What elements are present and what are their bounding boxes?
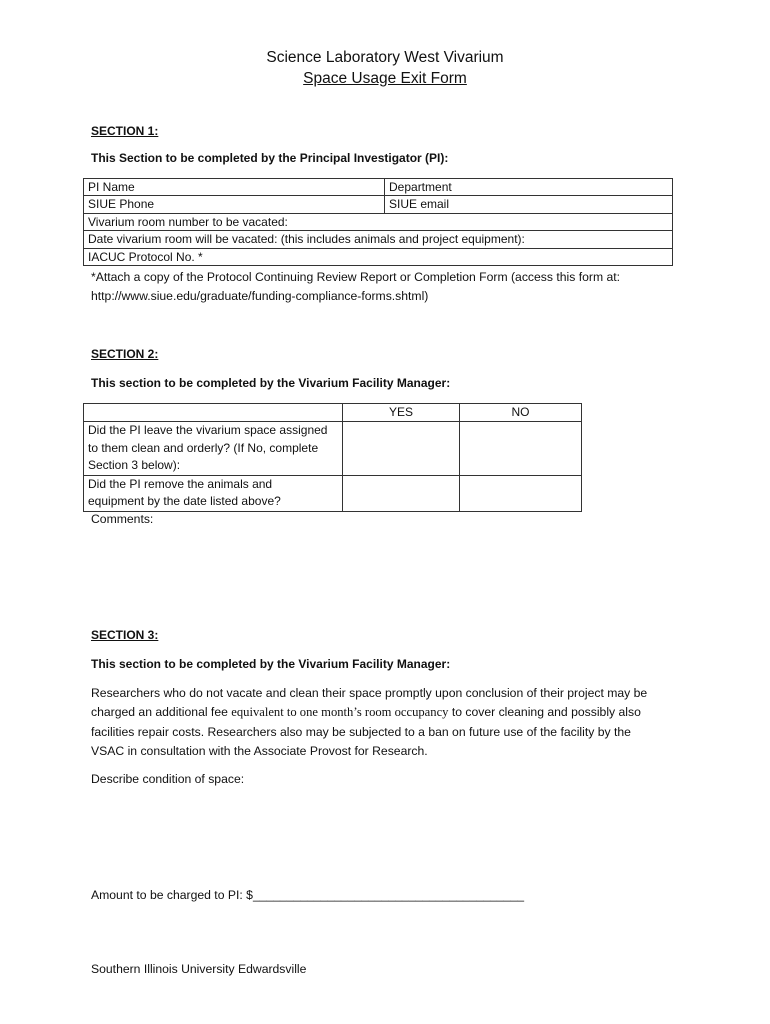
q1-line: Did the PI leave the vivarium space assigned [88, 423, 328, 437]
paragraph-text: to cover cleaning and possibly also [448, 705, 641, 720]
amount-row [91, 886, 524, 905]
footer-institution: Southern Illinois University Edwardsville [91, 962, 307, 976]
q1-yes-cell[interactable] [343, 422, 460, 476]
q1-no-cell[interactable] [460, 422, 582, 476]
form-subtitle: Space Usage Exit Form [303, 70, 467, 87]
paragraph-serif-text: equivalent to one month’s room occupancy [231, 705, 449, 720]
q1-line: Section 3 below): [88, 458, 181, 472]
protocol-note-line1: *Attach a copy of the Protocol Continuing Review Report or Completion Form (access this form at: [91, 270, 621, 284]
form-subtitle-wrap [0, 70, 770, 88]
amount-blank-field[interactable]: ________________________________________ [252, 888, 525, 902]
room-number-field[interactable]: Vivarium room number to be vacated: [84, 213, 673, 230]
q1-line: to them clean and orderly? (If No, complete [88, 440, 319, 455]
condition-description-area[interactable] [91, 792, 671, 872]
question-clean-orderly [84, 422, 343, 476]
department-field[interactable]: Department [385, 179, 673, 196]
paragraph-line [91, 703, 691, 722]
paragraph-line: VSAC in consultation with the Associate Provost for Research. [91, 743, 428, 758]
section3-heading: SECTION 3: [91, 628, 159, 642]
section2-heading: SECTION 2: [91, 347, 159, 361]
pi-name-field[interactable]: PI Name [84, 179, 385, 196]
q2-no-cell[interactable] [460, 475, 582, 511]
section1-heading: SECTION 1: [91, 124, 159, 138]
date-vacated-field[interactable]: Date vivarium room will be vacated: (this includes animals and project equipment): [84, 231, 673, 248]
iacuc-protocol-field[interactable]: IACUC Protocol No. * [84, 248, 673, 265]
siue-email-field[interactable]: SIUE email [385, 196, 673, 213]
protocol-note-link[interactable]: http://www.siue.edu/graduate/funding-compliance-forms.shtml) [91, 289, 429, 303]
section2-intro: This section to be completed by the Vivarium Facility Manager: [91, 376, 451, 390]
paragraph-text: charged an additional fee [91, 705, 232, 720]
checklist-header-blank [84, 404, 343, 422]
comments-label: Comments: [91, 512, 154, 526]
section3-intro: This section to be completed by the Vivarium Facility Manager: [91, 657, 451, 671]
col-no-header: NO [460, 404, 582, 422]
section1-intro: This Section to be completed by the Principal Investigator (PI): [91, 151, 449, 165]
amount-label: Amount to be charged to PI: $ [91, 888, 253, 902]
siue-phone-field[interactable]: SIUE Phone [84, 196, 385, 213]
paragraph-line: Researchers who do not vacate and clean their space promptly upon conclusion of their project may be [91, 686, 648, 700]
paragraph-line: facilities repair costs. Researchers also may be subjected to a ban on future use of the facility by the [91, 724, 631, 739]
penalty-paragraph [91, 684, 691, 761]
col-yes-header: YES [343, 404, 460, 422]
manager-checklist-table [83, 403, 582, 512]
comments-area[interactable] [91, 530, 671, 610]
describe-condition-label: Describe condition of space: [91, 772, 245, 786]
q2-line: Did the PI remove the animals and [88, 476, 273, 491]
form-title: Science Laboratory West Vivarium [266, 49, 504, 66]
q2-yes-cell[interactable] [343, 475, 460, 511]
pi-info-table [83, 178, 673, 266]
question-removed-animals [84, 475, 343, 511]
q2-line: equipment by the date listed above? [88, 494, 281, 508]
